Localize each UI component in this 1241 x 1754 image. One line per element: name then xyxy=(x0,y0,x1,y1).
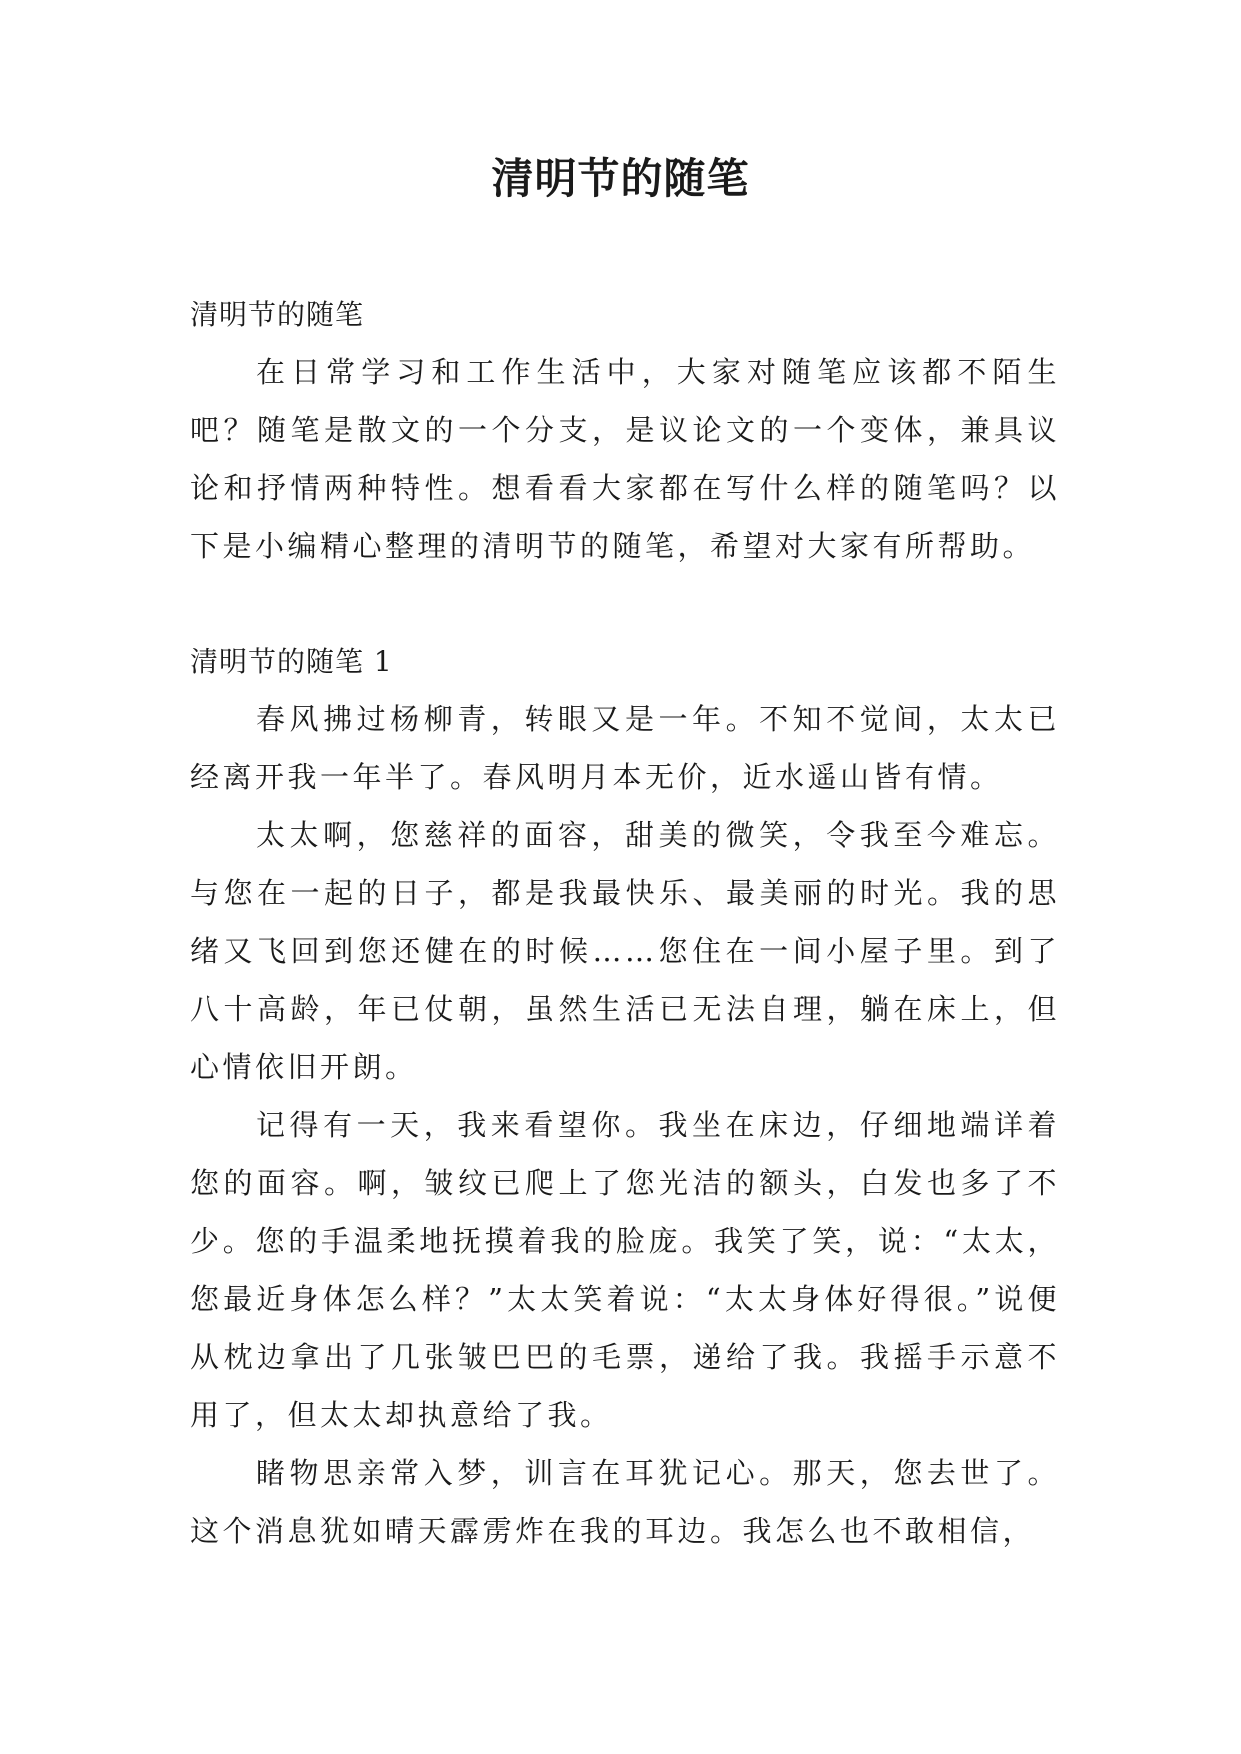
section-heading: 清明节的随笔 1 xyxy=(190,645,393,678)
intro-heading: 清明节的随笔 xyxy=(190,298,365,331)
body-paragraph: 太太啊，您慈祥的面容，甜美的微笑，令我至今难忘。与您在一起的日子，都是我最快乐、最美丽的时光。我的思绪又飞回到您还健在的时候……您住在一间小屋子里。到了八十高龄，年已仗朝，虽然生活已无法自理，躺在床上，但心情依旧开朗。 xyxy=(190,818,1060,1084)
document-body xyxy=(190,286,1060,1560)
body-paragraph: 记得有一天，我来看望你。我坐在床边，仔细地端详着您的面容。啊，皱纹已爬上了您光洁的额头，白发也多了不少。您的手温柔地抚摸着我的脸庞。我笑了笑，说：“太太，您最近身体怎么样？”太太笑着说：“太太身体好得很。”说便从枕边拿出了几张皱巴巴的毛票，递给了我。我摇手示意不用了，但太太却执意给了我。 xyxy=(190,1108,1060,1432)
body-paragraph: 睹物思亲常入梦，训言在耳犹记心。那天，您去世了。这个消息犹如晴天霹雳炸在我的耳边。我怎么也不敢相信， xyxy=(190,1456,1060,1548)
body-paragraph: 春风拂过杨柳青，转眼又是一年。不知不觉间，太太已经离开我一年半了。春风明月本无价，近水遥山皆有情。 xyxy=(190,702,1060,794)
document-title: 清明节的随笔 xyxy=(491,154,750,203)
intro-paragraph: 在日常学习和工作生活中，大家对随笔应该都不陌生吧？随笔是散文的一个分支，是议论文的一个变体，兼具议论和抒情两种特性。想看看大家都在写什么样的随笔吗？以下是小编精心整理的清明节的随笔，希望对大家有所帮助。 xyxy=(190,355,1060,563)
section-spacer xyxy=(190,575,1060,633)
